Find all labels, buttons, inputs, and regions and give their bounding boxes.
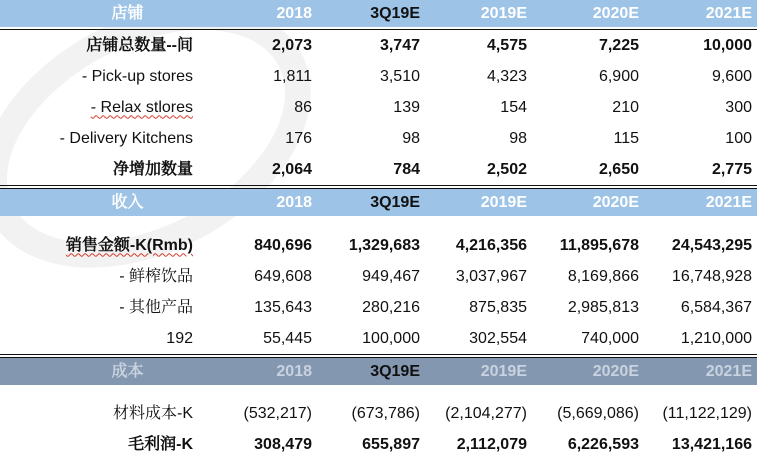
header-col-3q19e: 3Q19E xyxy=(370,4,420,22)
cell-2020e: 6,226,593 xyxy=(567,435,639,453)
table-row xyxy=(0,123,757,154)
cell-2020e: 740,000 xyxy=(581,329,639,347)
row-label-text: - Relax stlores xyxy=(90,98,193,116)
header-label: 收入 xyxy=(111,193,144,211)
header-col-2019e: 2019E xyxy=(480,362,527,380)
cell-2018: 308,479 xyxy=(254,435,312,453)
cell-2020e: 7,225 xyxy=(598,36,639,54)
cell-2019e: 875,835 xyxy=(469,298,527,316)
header-col-2021e: 2021E xyxy=(705,193,752,211)
row-label xyxy=(0,230,195,261)
cell-3q19e: 784 xyxy=(393,160,420,178)
cell-3q19e: (673,786) xyxy=(351,404,420,422)
cell-3q19e: 3,747 xyxy=(379,36,420,54)
row-label: - 鲜榨饮品 xyxy=(119,267,193,285)
cell-2018: 55,445 xyxy=(263,329,312,347)
row-label: - Pick-up stores xyxy=(81,67,193,85)
cell-3q19e: 139 xyxy=(393,98,420,116)
cell-3q19e: 1,329,683 xyxy=(348,236,420,254)
cell-3q19e: 3,510 xyxy=(379,67,420,85)
header-label: 成本 xyxy=(111,362,144,380)
cell-2021e: 13,421,166 xyxy=(671,435,752,453)
row-label: 材料成本-K xyxy=(112,404,193,422)
row-label: 店铺总数量--间 xyxy=(86,36,193,54)
header-row-stores xyxy=(0,0,757,27)
cell-2019e: 2,502 xyxy=(486,160,527,178)
table-row xyxy=(0,154,757,185)
cell-2019e: 302,554 xyxy=(469,329,527,347)
cell-2019e: 3,037,967 xyxy=(455,267,527,285)
cell-2018: 176 xyxy=(285,129,312,147)
cell-2021e: 1,210,000 xyxy=(680,329,752,347)
cell-2020e: 11,895,678 xyxy=(559,236,639,254)
cell-2019e: 2,112,079 xyxy=(456,435,527,453)
cell-3q19e: 100,000 xyxy=(362,329,420,347)
table-row xyxy=(0,398,757,429)
cell-2018: 1,811 xyxy=(273,67,312,85)
cell-2021e: 10,000 xyxy=(703,36,752,54)
row-label: 毛利润-K xyxy=(128,435,193,453)
cell-2019e: 154 xyxy=(500,98,527,116)
cell-2020e: 8,169,866 xyxy=(567,267,639,285)
header-col-2019e: 2019E xyxy=(480,4,527,22)
cell-2020e: 210 xyxy=(612,98,639,116)
cell-2018: 2,073 xyxy=(271,36,312,54)
table-row xyxy=(0,292,757,323)
header-col-2018: 2018 xyxy=(276,4,312,22)
cell-2021e: 100 xyxy=(725,129,752,147)
cell-2020e: 2,650 xyxy=(598,160,639,178)
cell-2018: 135,643 xyxy=(254,298,312,316)
cell-2021e: (11,122,129) xyxy=(662,404,752,422)
cell-2021e: 24,543,295 xyxy=(671,236,752,254)
spacer xyxy=(0,385,757,398)
cell-2021e: 16,748,928 xyxy=(671,267,752,285)
cell-3q19e: 98 xyxy=(402,129,420,147)
table-row xyxy=(0,261,757,292)
header-col-3q19e: 3Q19E xyxy=(370,362,420,380)
cell-3q19e: 949,467 xyxy=(362,267,420,285)
cell-2020e: (5,669,086) xyxy=(557,404,639,422)
header-col-2018: 2018 xyxy=(276,193,312,211)
cell-2019e: 98 xyxy=(509,129,527,147)
cell-2020e: 2,985,813 xyxy=(567,298,639,316)
cell-2019e: 4,323 xyxy=(486,67,527,85)
cell-3q19e: 655,897 xyxy=(362,435,420,453)
table-row xyxy=(0,61,757,92)
spacer xyxy=(0,216,757,230)
header-row-cost xyxy=(0,358,757,385)
cell-2021e: 2,775 xyxy=(711,160,752,178)
cell-2018: 86 xyxy=(294,98,312,116)
table-row xyxy=(0,92,757,123)
row-label: - Delivery Kitchens xyxy=(59,129,193,147)
table-row xyxy=(0,323,757,354)
cell-2019e: 4,575 xyxy=(486,36,527,54)
cell-2018: 2,064 xyxy=(271,160,312,178)
header-label: 店铺 xyxy=(111,4,144,22)
header-col-2019e: 2019E xyxy=(480,193,527,211)
row-label: 净增加数量 xyxy=(112,160,193,178)
cell-2018: (532,217) xyxy=(243,404,312,422)
row-label: - 其他产品 xyxy=(119,298,193,316)
cell-2018: 840,696 xyxy=(254,236,312,254)
header-col-2021e: 2021E xyxy=(705,4,752,22)
header-col-2020e: 2020E xyxy=(592,362,639,380)
header-row-revenue xyxy=(0,189,757,216)
cell-2019e: (2,104,277) xyxy=(445,404,527,422)
cell-2020e: 6,900 xyxy=(598,67,639,85)
header-col-3q19e: 3Q19E xyxy=(370,193,420,211)
cell-2021e: 300 xyxy=(725,98,752,116)
row-label xyxy=(0,92,195,123)
cell-3q19e: 280,216 xyxy=(362,298,420,316)
table-row xyxy=(0,230,757,261)
header-col-2018: 2018 xyxy=(276,362,312,380)
cell-2021e: 6,584,367 xyxy=(680,298,752,316)
cell-2021e: 9,600 xyxy=(711,67,752,85)
row-label-text: 销售金额-K(Rmb) xyxy=(65,236,193,254)
header-col-2020e: 2020E xyxy=(592,193,639,211)
header-col-2020e: 2020E xyxy=(592,4,639,22)
table-row xyxy=(0,30,757,61)
cell-2018: 649,608 xyxy=(254,267,312,285)
cell-2020e: 115 xyxy=(613,129,639,147)
row-label: 192 xyxy=(166,329,193,347)
cell-2019e: 4,216,356 xyxy=(455,236,527,254)
header-col-2021e: 2021E xyxy=(705,362,752,380)
